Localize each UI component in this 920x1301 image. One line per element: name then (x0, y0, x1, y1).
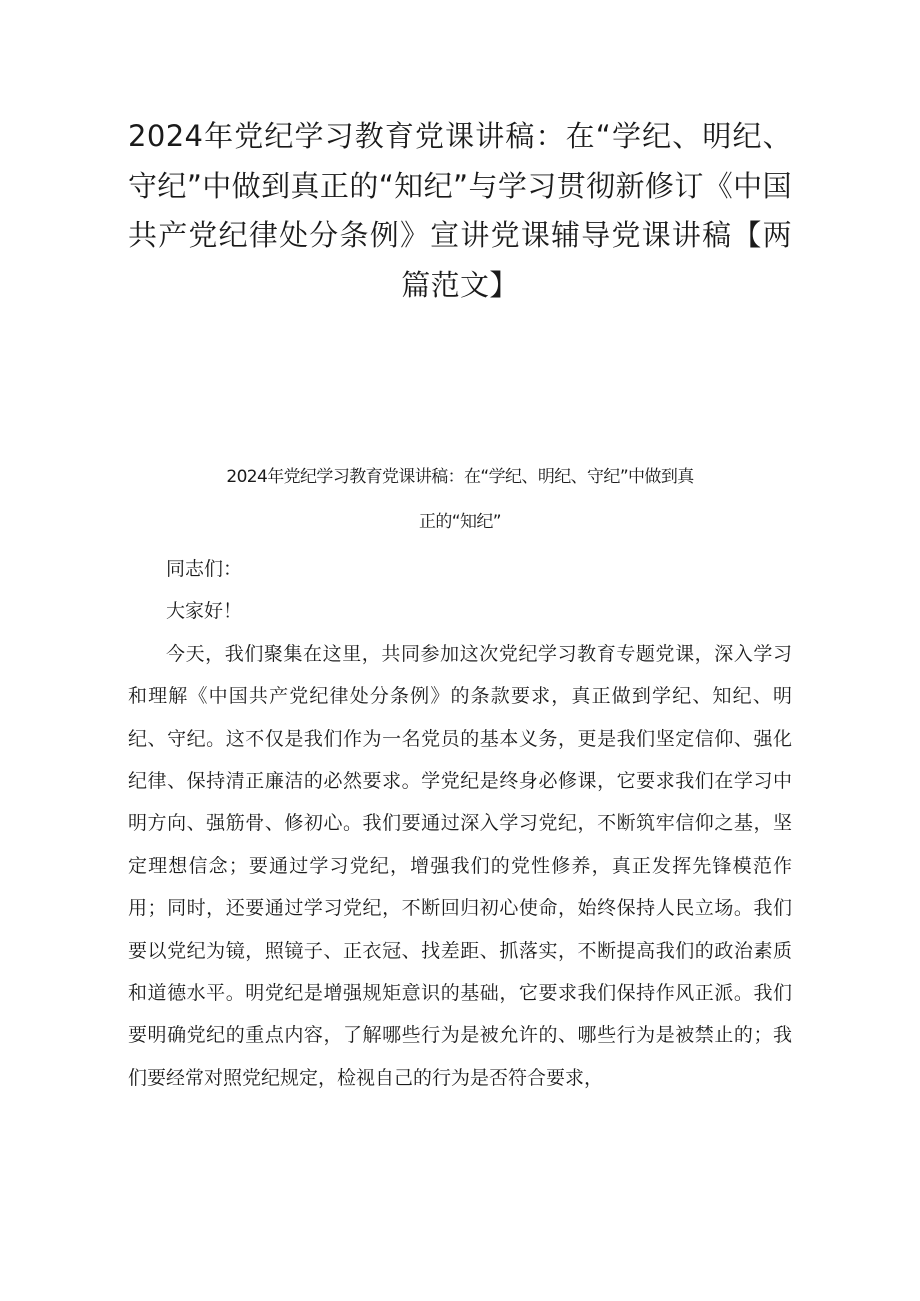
body-paragraph: 今天，我们聚集在这里，共同参加这次党纪学习教育专题党课，深入学习和理解《中国共产党纪律处分条例》的条款要求，真正做到学纪、知纪、明纪、守纪。这不仅是我们作为一名党员的基本义务，更是我们坚定信仰、强化纪律、保持清正廉洁的必然要求。学党纪是终身必修课，它要求我们在学习中明方向、强筋骨、修初心。我们要通过深入学习党纪，不断筑牢信仰之基，坚定理想信念；要通过学习党纪，增强我们的党性修养，真正发挥先锋模范作用；同时，还要通过学习党纪，不断回归初心使命，始终保持人民立场。我们要以党纪为镜，照镜子、正衣冠、找差距、抓落实，不断提高我们的政治素质和道德水平。明党纪是增强规矩意识的基础，它要求我们保持作风正派。我们要明确党纪的重点内容，了解哪些行为是被允许的、哪些行为是被禁止的；我们要经常对照党纪规定，检视自己的行为是否符合要求， (128, 642, 792, 1089)
document-body (128, 548, 792, 1099)
document-title: 2024年党纪学习教育党课讲稿：在“学纪、明纪、守纪”中做到真正的“知纪”与学习贯彻新修订《中国共产党纪律处分条例》宣讲党课辅导党课讲稿【两篇范文】 (128, 119, 792, 302)
section-title (170, 455, 750, 545)
section-title-line-2: 正的“知纪” (418, 512, 501, 532)
hello-line: 大家好！ (166, 600, 243, 623)
section-title-line-1: 2024年党纪学习教育党课讲稿：在“学纪、明纪、守纪”中做到真 (226, 467, 694, 487)
greeting-line: 同志们： (166, 558, 243, 580)
